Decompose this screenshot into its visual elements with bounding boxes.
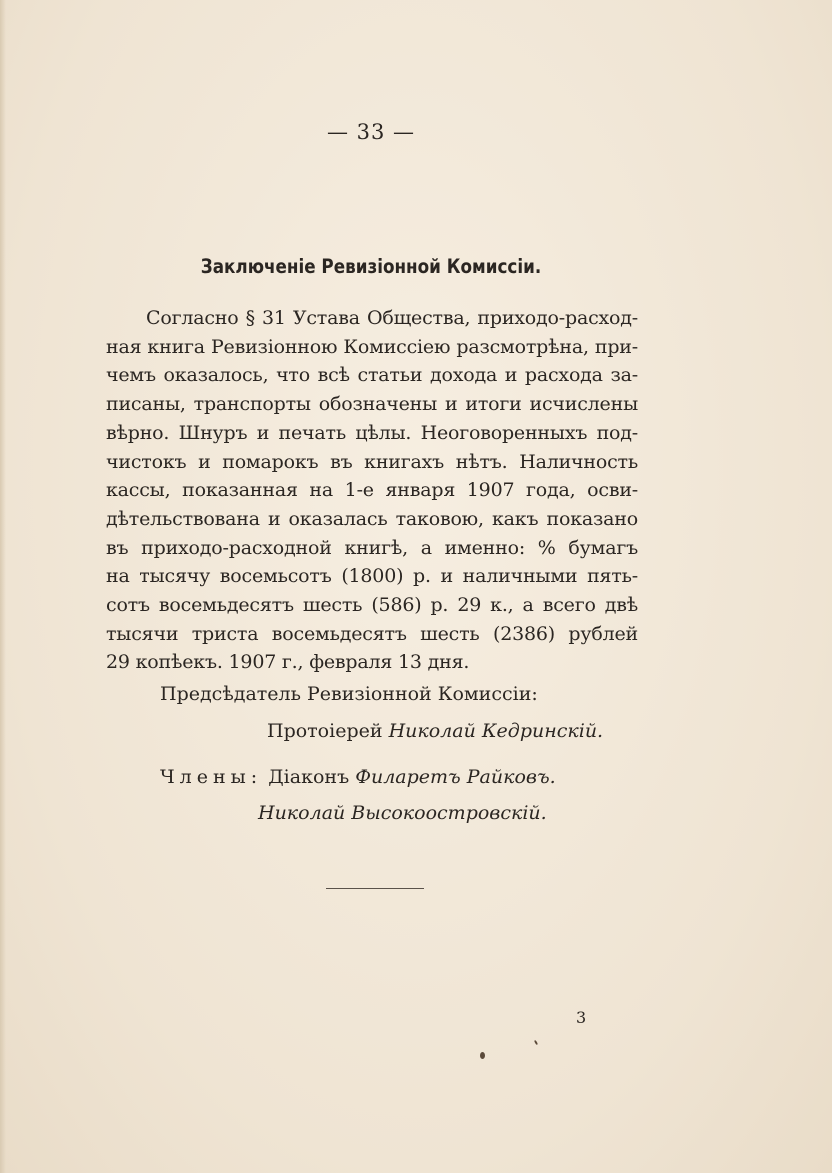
ink-speck [534, 1040, 538, 1045]
member2-name: Николай Высокоостровскій. [258, 802, 547, 824]
member2-signature [258, 802, 547, 824]
paragraph-line: тысячи триста восемьдесятъ шесть (2386) рублей [106, 622, 638, 645]
paragraph-line: сотъ восемьдесятъ шесть (586) р. 29 к., а всего двѣ [106, 594, 638, 617]
paragraph-line: вѣрно. Шнуръ и печать цѣлы. Неоговоренныхъ под- [106, 421, 638, 444]
chairman-rank: Протоіерей [267, 720, 383, 742]
closing-rule [326, 888, 424, 889]
chairman-name: Николай Кедринскій. [388, 720, 604, 742]
members-label: Члены: [160, 766, 263, 788]
paragraph-line: чемъ оказалось, что всѣ статьи дохода и расхода за- [106, 364, 638, 387]
member1-name: Филаретъ Райковъ. [355, 766, 556, 788]
paragraph-line: дѣтельствована и оказалась таковою, какъ показано [106, 507, 638, 530]
member-signature [160, 766, 556, 788]
paragraph-line: на тысячу восемьсотъ (1800) р. и наличными пять- [106, 565, 638, 588]
sheet-signature: 3 [576, 1008, 587, 1027]
paragraph-line: кассы, показанная на 1-е января 1907 года, осви- [106, 479, 638, 502]
section-heading: Заключеніе Ревизіонной Комиссіи. [200, 255, 542, 278]
member1-rank: Діаконъ [268, 766, 350, 788]
chairman-title: Предсѣдатель Ревизіонной Комиссіи: [160, 683, 538, 705]
paragraph-line: 29 копѣекъ. 1907 г., февраля 13 дня. [106, 651, 470, 674]
page-edge-shadow [0, 0, 6, 1173]
paragraph-line: чистокъ и помарокъ въ книгахъ нѣтъ. Наличность [106, 450, 638, 473]
paragraph-line: Согласно § 31 Устава Общества, приходо-расход- [146, 307, 638, 329]
ink-speck [480, 1052, 485, 1059]
paragraph-line: писаны, транспорты обозначены и итоги исчислены [106, 393, 638, 416]
body-paragraph [106, 304, 638, 677]
chairman-signature [267, 720, 603, 742]
paragraph-line: въ приходо-расходной книгѣ, а именно: % бумагъ [106, 536, 638, 559]
page-number: — 33 — [326, 120, 416, 144]
paragraph-line: ная книга Ревизіонною Комиссіею разсмотрѣна, при- [106, 335, 638, 358]
